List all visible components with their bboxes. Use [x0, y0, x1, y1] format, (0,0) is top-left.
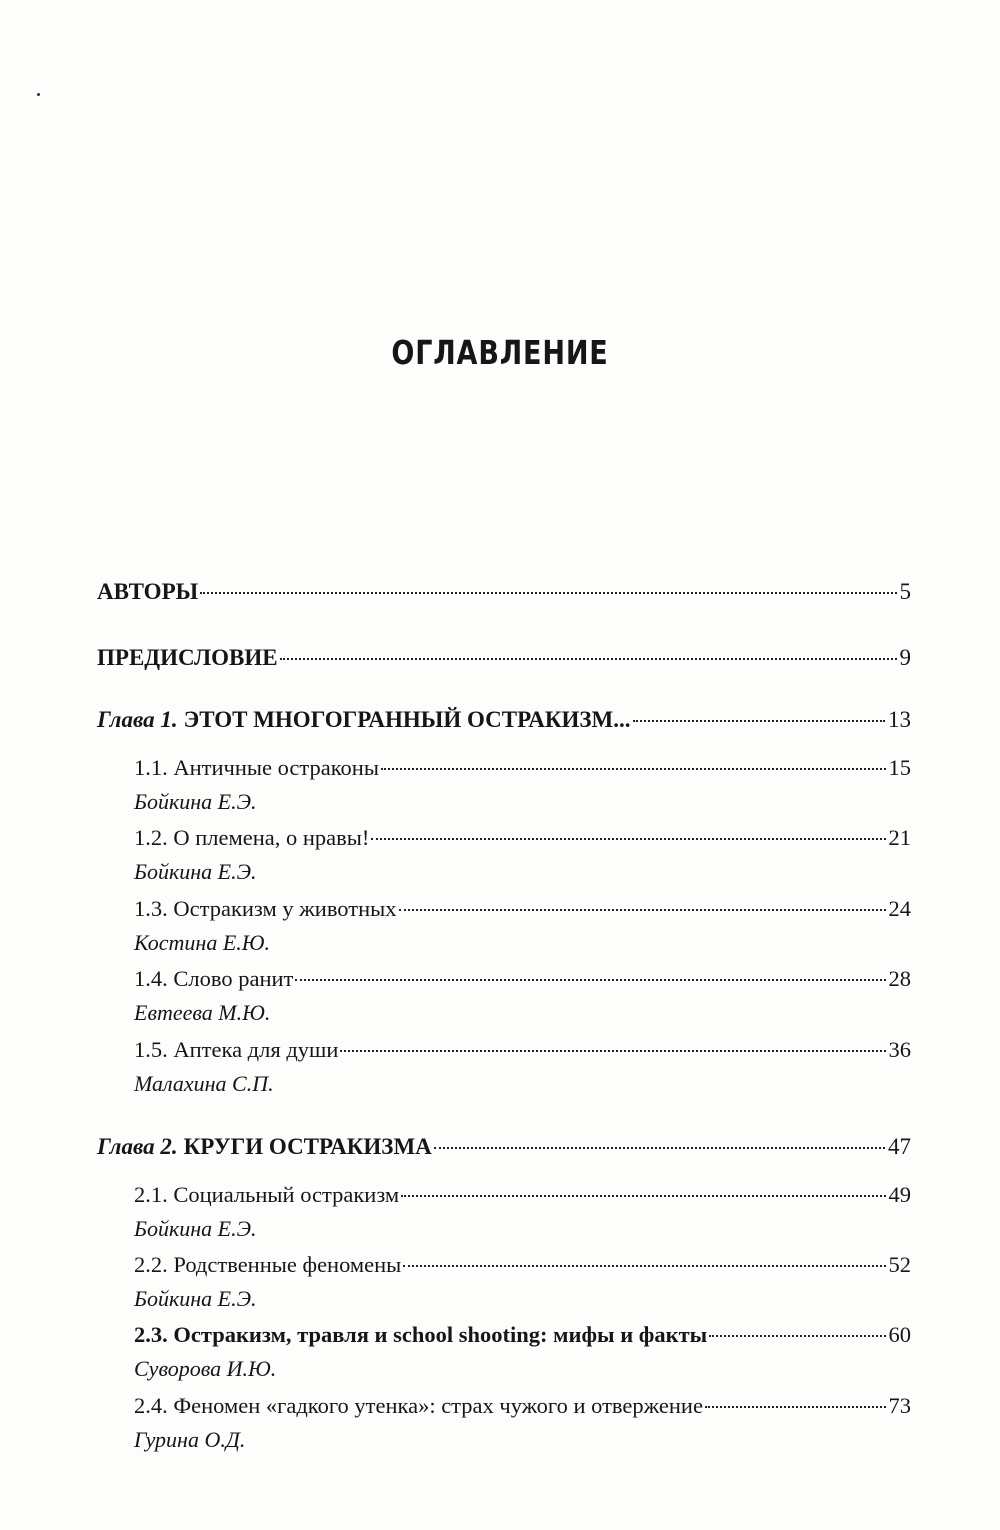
section-author: Суворова И.Ю. — [134, 1356, 277, 1381]
dot-leader — [340, 1050, 885, 1052]
toc-entry-authors[interactable] — [97, 577, 911, 607]
section-title: 1.5. Аптека для души — [134, 1037, 339, 1062]
toc-page-number: 36 — [888, 1037, 911, 1062]
section-author: Бойкина Е.Э. — [134, 859, 257, 884]
section-title: 1.4. Слово ранит — [134, 966, 294, 991]
toc-page-number: 15 — [888, 755, 911, 780]
page-title: ОГЛАВЛЕНИЕ — [391, 333, 609, 372]
dot-leader — [381, 768, 886, 770]
toc-section-2-1[interactable] — [134, 1180, 911, 1210]
toc-entry-title: АВТОРЫ — [97, 579, 199, 604]
toc-section-2-3[interactable] — [134, 1320, 911, 1350]
dot-leader — [705, 1406, 886, 1408]
toc-page-number: 9 — [899, 645, 911, 670]
toc-page-number: 5 — [899, 579, 911, 604]
dot-leader — [399, 909, 886, 911]
chapter-title: КРУГИ ОСТРАКИЗМА — [183, 1134, 432, 1159]
toc-section-2-4[interactable] — [134, 1391, 911, 1421]
section-author: Евтеева М.Ю. — [134, 1000, 271, 1025]
toc-section-1-1[interactable] — [134, 753, 911, 783]
toc-page-number: 28 — [888, 966, 911, 991]
toc-page-number: 47 — [888, 1134, 911, 1159]
toc-page-number: 52 — [888, 1252, 911, 1277]
section-author: Гурина О.Д. — [134, 1427, 246, 1452]
toc-section-1-4[interactable] — [134, 964, 911, 994]
toc-entry-title: ПРЕДИСЛОВИЕ — [97, 645, 278, 670]
toc-entry-preface[interactable] — [97, 643, 911, 673]
section-title: 1.3. Остракизм у животных — [134, 896, 397, 921]
chapter-label: Глава 1. — [97, 707, 178, 732]
dot-leader — [295, 979, 885, 981]
section-title: 2.4. Феномен «гадкого утенка»: страх чужого и отвержение — [134, 1393, 703, 1418]
dot-leader — [403, 1265, 885, 1267]
dot-leader — [709, 1335, 885, 1337]
toc-section-1-5[interactable] — [134, 1035, 911, 1065]
section-author: Бойкина Е.Э. — [134, 789, 257, 814]
toc-chapter-2[interactable] — [97, 1132, 911, 1162]
dot-leader — [371, 838, 885, 840]
section-title: 1.2. О племена, о нравы! — [134, 825, 370, 850]
section-title: 1.1. Античные остраконы — [134, 755, 379, 780]
toc-page-number: 13 — [888, 707, 911, 732]
toc-section-1-3[interactable] — [134, 894, 911, 924]
section-title: 2.1. Социальный остракизм — [134, 1182, 400, 1207]
section-author: Костина Е.Ю. — [134, 930, 270, 955]
toc-page-number: 49 — [888, 1182, 911, 1207]
dot-leader — [200, 592, 896, 594]
chapter-title: ЭТОТ МНОГОГРАННЫЙ ОСТРАКИЗМ... — [183, 707, 631, 732]
chapter-label: Глава 2. — [97, 1134, 178, 1159]
print-speck — [37, 93, 40, 96]
section-title: 2.2. Родственные феномены — [134, 1252, 402, 1277]
toc-page-number: 24 — [888, 896, 911, 921]
dot-leader — [401, 1195, 885, 1197]
toc-page-number: 73 — [888, 1393, 911, 1418]
toc-page-number: 21 — [888, 825, 911, 850]
dot-leader — [633, 720, 885, 722]
section-title: 2.3. Остракизм, травля и school shooting: мифы и факты — [134, 1322, 708, 1347]
section-author: Малахина С.П. — [134, 1071, 274, 1096]
dot-leader — [280, 658, 897, 660]
section-author: Бойкина Е.Э. — [134, 1216, 257, 1241]
dot-leader — [434, 1147, 885, 1149]
toc-section-2-2[interactable] — [134, 1250, 911, 1280]
section-author: Бойкина Е.Э. — [134, 1286, 257, 1311]
toc-section-1-2[interactable] — [134, 823, 911, 853]
toc-page-number: 60 — [888, 1322, 911, 1347]
toc-chapter-1[interactable] — [97, 705, 911, 735]
